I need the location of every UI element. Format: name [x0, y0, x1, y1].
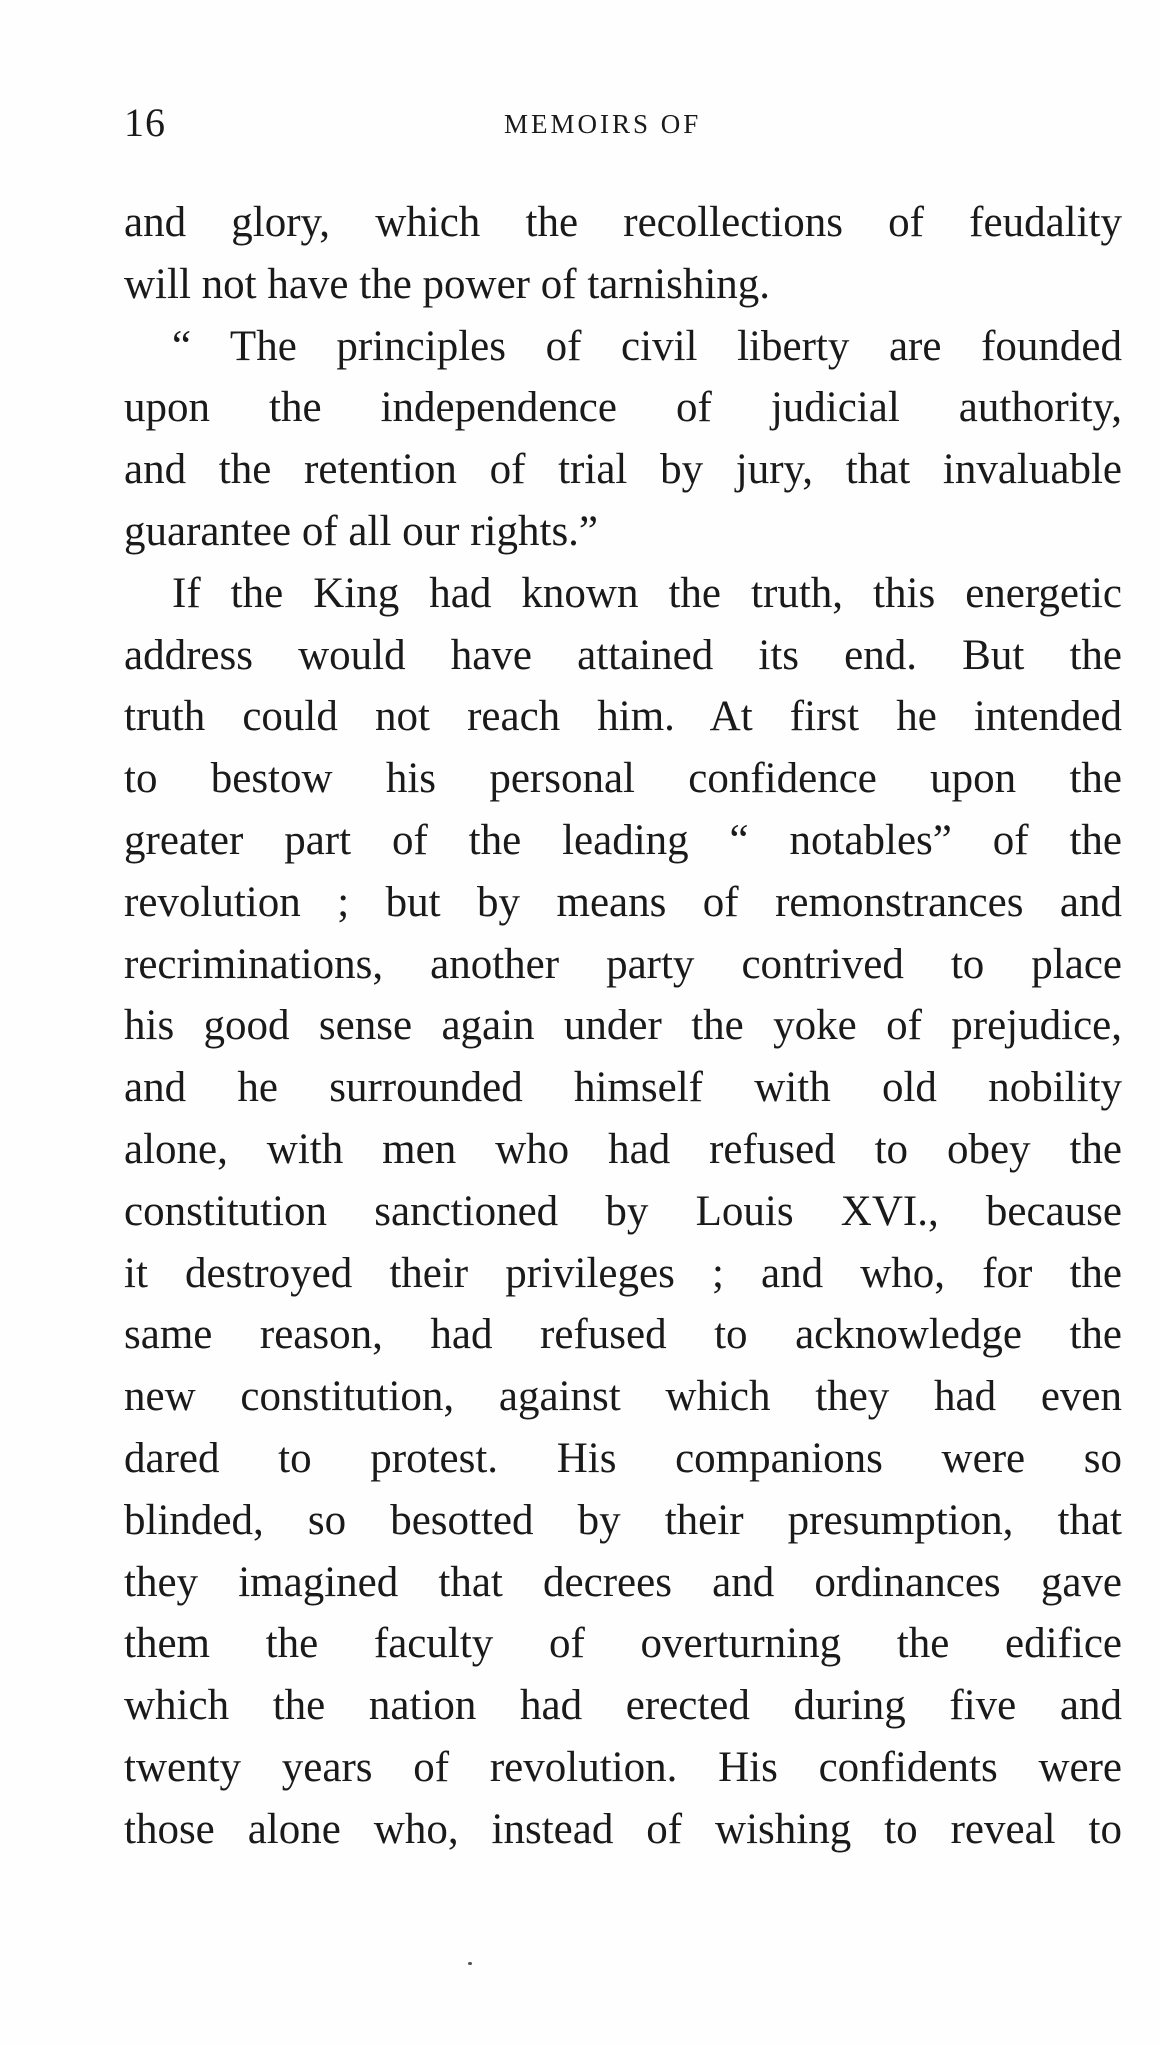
text-line: “ The principles of civil liberty are founded: [172, 322, 1122, 370]
text-line: they imagined that decrees and ordinances gave: [124, 1558, 1122, 1606]
text-line: If the King had known the truth, this energetic: [172, 569, 1122, 617]
text-line: blinded, so besotted by their presumption, that: [124, 1496, 1122, 1544]
running-head: [124, 98, 1120, 148]
text-line: constitution sanctioned by Louis XVI., because: [124, 1187, 1122, 1235]
text-line: alone, with men who had refused to obey the: [124, 1125, 1122, 1173]
text-line: guarantee of all our rights.”: [124, 507, 599, 555]
body-text: [124, 192, 1122, 1861]
text-line: upon the independence of judicial authority,: [124, 384, 1122, 432]
text-line: them the faculty of overturning the edifice: [124, 1620, 1122, 1668]
text-line: revolution ; but by means of remonstrances and: [124, 878, 1122, 926]
text-line: will not have the power of tarnishing.: [124, 260, 771, 308]
text-line: those alone who, instead of wishing to reveal to: [124, 1805, 1122, 1853]
text-line: it destroyed their privileges ; and who, for the: [124, 1249, 1122, 1297]
text-line: truth could not reach him. At first he intended: [124, 693, 1122, 741]
text-line: his good sense again under the yoke of prejudice,: [124, 1002, 1122, 1050]
text-line: and glory, which the recollections of feudality: [124, 199, 1122, 246]
text-line: and he surrounded himself with old nobility: [124, 1064, 1122, 1112]
text-line: which the nation had erected during five and: [124, 1682, 1122, 1730]
text-line: same reason, had refused to acknowledge the: [124, 1311, 1122, 1359]
page-number: 16: [124, 100, 166, 145]
text-line: new constitution, against which they had even: [124, 1373, 1122, 1421]
text-line: twenty years of revolution. His confidents were: [124, 1743, 1122, 1791]
text-line: and the retention of trial by jury, that invaluable: [124, 446, 1122, 494]
text-line: address would have attained its end. But the: [124, 631, 1122, 679]
text-line: recriminations, another party contrived to place: [124, 940, 1122, 988]
text-line: to bestow his personal confidence upon the: [124, 755, 1122, 803]
running-title: MEMOIRS OF: [504, 109, 702, 139]
text-line: dared to protest. His companions were so: [124, 1434, 1122, 1482]
text-line: greater part of the leading “ notables” of the: [124, 816, 1122, 864]
ink-speck: [468, 1962, 472, 1965]
